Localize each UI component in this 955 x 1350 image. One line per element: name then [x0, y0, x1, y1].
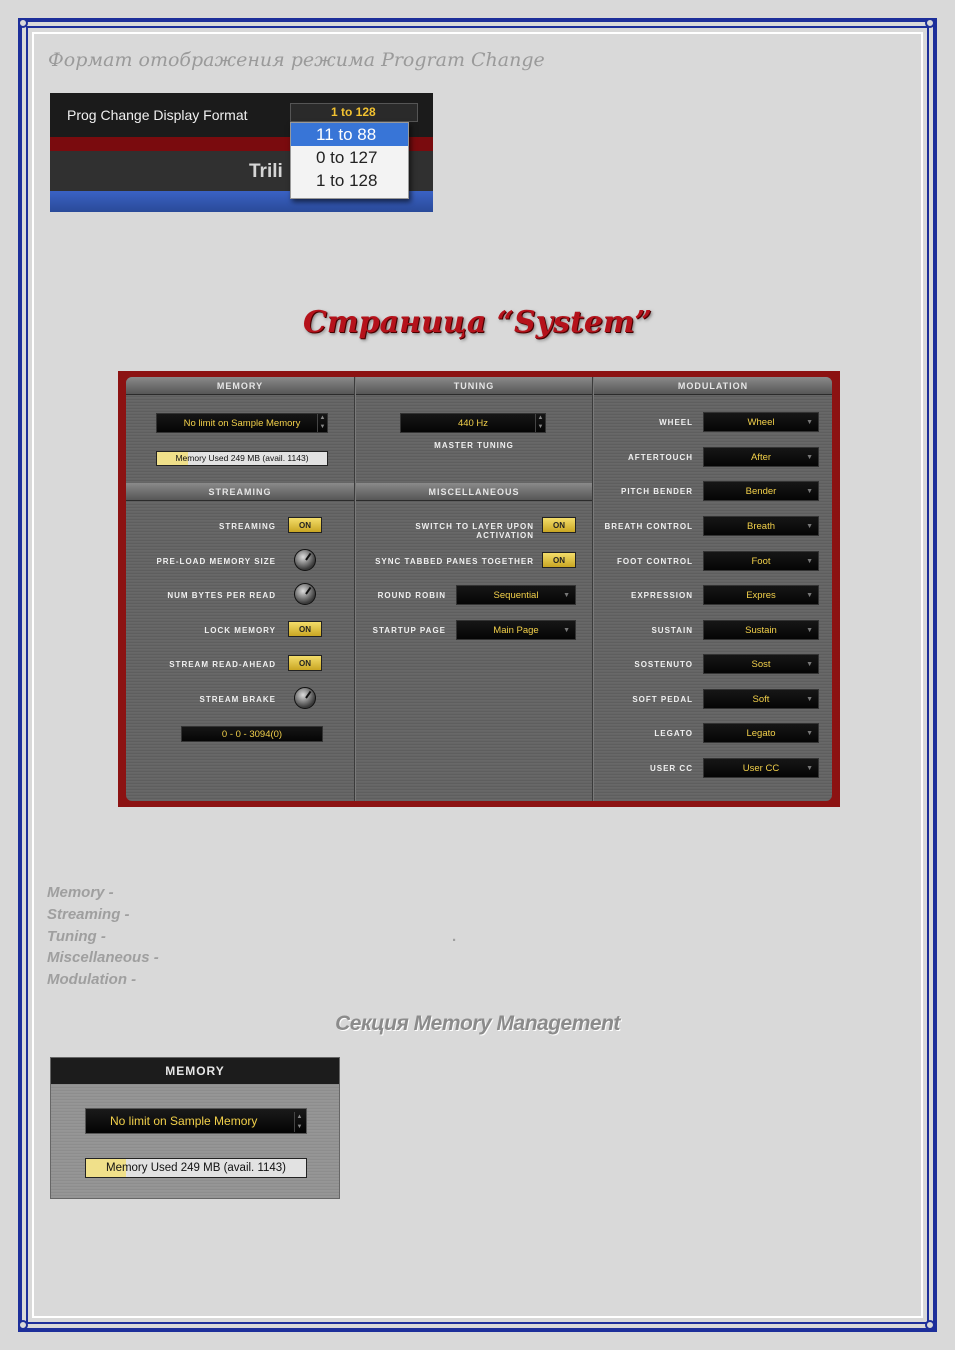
master-tuning-select[interactable] [400, 413, 546, 433]
section-title: Секция Memory Management [335, 1012, 620, 1035]
streaming-toggle[interactable]: ON [288, 517, 322, 533]
lock-label: LOCK MEMORY [204, 626, 276, 635]
mod-label: SOFT PEDAL [632, 695, 693, 704]
mod-value: Breath [747, 521, 775, 532]
sync-panes-label: SYNC TABBED PANES TOGETHER [375, 557, 534, 566]
prog-change-select[interactable] [290, 103, 418, 122]
mod-value: Soft [752, 694, 770, 705]
mod-select[interactable] [703, 447, 819, 467]
brake-label: STREAM BRAKE [199, 695, 276, 704]
legend-misc: Miscellaneous - [47, 949, 159, 966]
preload-knob[interactable] [294, 549, 316, 571]
chevron-down-icon: ▼ [806, 454, 813, 461]
corner-ornament [925, 1320, 935, 1330]
mod-label: AFTERTOUCH [628, 453, 693, 462]
chevron-down-icon: ▼ [806, 730, 813, 737]
mod-label: USER CC [649, 764, 693, 773]
chevron-down-icon: ▼ [563, 592, 570, 599]
chevron-down-icon: ▼ [806, 419, 813, 426]
preload-label: PRE-LOAD MEMORY SIZE [156, 557, 276, 566]
memory-used-text: Memory Used 249 MB (avail. 1143) [175, 453, 309, 463]
chevron-down-icon: ▼ [806, 558, 813, 565]
chevron-down-icon: ▼ [806, 627, 813, 634]
memory-zoom-screenshot [50, 1057, 340, 1199]
memory-zoom-used-text: Memory Used 249 MB (avail. 1143) [105, 1162, 287, 1174]
mod-label: EXPRESSION [630, 591, 693, 600]
prog-change-menu [290, 122, 409, 199]
memory-zoom-used-bar [85, 1158, 307, 1178]
switch-layer-toggle[interactable]: ON [542, 517, 576, 533]
mod-value: Sustain [745, 625, 777, 636]
memory-used-bar [156, 451, 328, 466]
switch-layer-label: SWITCH TO LAYER UPON ACTIVATION [415, 522, 534, 540]
corner-ornament [18, 18, 28, 28]
header-streaming: STREAMING [126, 483, 354, 501]
memory-limit-value: No limit on Sample Memory [183, 418, 301, 429]
lock-toggle[interactable]: ON [288, 621, 322, 637]
mod-label: PITCH BENDER [620, 487, 693, 496]
prog-change-label: Prog Change Display Format [67, 107, 248, 123]
system-panel [118, 371, 840, 807]
bytes-label: NUM BYTES PER READ [167, 591, 276, 600]
header-tuning: TUNING [356, 377, 592, 395]
mod-label: LEGATO [654, 729, 693, 738]
mod-select[interactable] [703, 516, 819, 536]
chevron-down-icon: ▼ [806, 765, 813, 772]
memory-limit-select[interactable] [156, 413, 328, 433]
mod-value: Sost [751, 659, 771, 670]
round-robin-value: Sequential [493, 590, 539, 601]
readahead-toggle[interactable]: ON [288, 655, 322, 671]
mod-value: Foot [751, 556, 771, 567]
menu-option[interactable]: 0 to 127 [316, 148, 378, 167]
corner-ornament [18, 1320, 28, 1330]
mod-select[interactable] [703, 689, 819, 709]
startup-page-select[interactable] [456, 620, 576, 640]
column-divider [592, 377, 594, 801]
streaming-status: 0 - 0 - 3094(0) [181, 726, 323, 742]
chevron-down-icon: ▼ [806, 661, 813, 668]
chevron-down-icon: ▼ [563, 627, 570, 634]
menu-option[interactable]: 11 to 88 [291, 123, 408, 146]
master-tuning-value: 440 Hz [457, 418, 489, 429]
legend-dot: . [452, 928, 457, 945]
round-robin-label: ROUND ROBIN [377, 591, 446, 600]
chevron-down-icon: ▼ [806, 523, 813, 530]
mod-label: BREATH CONTROL [604, 522, 693, 531]
mod-value: After [750, 452, 772, 463]
mod-value: Expres [746, 590, 776, 601]
mod-label: WHEEL [659, 418, 693, 427]
mod-value: Bender [745, 486, 777, 497]
mod-select[interactable] [703, 551, 819, 571]
mod-value: User CC [742, 763, 780, 774]
header-misc: MISCELLANEOUS [356, 483, 592, 501]
mod-select[interactable] [703, 412, 819, 432]
memory-zoom-limit-value: No limit on Sample Memory [110, 1114, 258, 1128]
stepper-icon[interactable]: ▲ ▼ [294, 1112, 304, 1132]
mod-select[interactable] [703, 481, 819, 501]
prog-change-screenshot [50, 93, 433, 212]
brake-knob[interactable] [294, 687, 316, 709]
round-robin-select[interactable] [456, 585, 576, 605]
startup-page-value: Main Page [493, 625, 539, 636]
mod-label: SOSTENUTO [634, 660, 693, 669]
legend-modulation: Modulation - [47, 971, 137, 988]
prog-change-current: 1 to 128 [331, 105, 376, 119]
mod-label: SUSTAIN [651, 626, 693, 635]
mod-select[interactable] [703, 654, 819, 674]
memory-zoom-limit-select[interactable] [85, 1108, 307, 1134]
mod-select[interactable] [703, 723, 819, 743]
mod-select[interactable] [703, 758, 819, 778]
mod-select[interactable] [703, 620, 819, 640]
mod-value: Legato [746, 728, 776, 739]
startup-page-label: STARTUP PAGE [372, 626, 446, 635]
sync-panes-toggle[interactable]: ON [542, 552, 576, 568]
streaming-label: STREAMING [219, 522, 276, 531]
corner-ornament [925, 18, 935, 28]
header-modulation: MODULATION [594, 377, 832, 395]
legend-tuning: Tuning - [47, 928, 106, 945]
stepper-icon[interactable]: ▲ ▼ [317, 414, 327, 432]
chevron-down-icon: ▼ [806, 592, 813, 599]
system-panel-body [126, 377, 832, 801]
background-title: Trili [249, 161, 283, 182]
heading-prog-change: Формат отображения режима Program Change [48, 49, 545, 71]
mod-value: Wheel [747, 417, 775, 428]
page-title: Страница “System” [303, 305, 652, 340]
chevron-down-icon: ▼ [806, 488, 813, 495]
menu-option[interactable]: 1 to 128 [316, 171, 378, 190]
chevron-down-icon: ▼ [806, 696, 813, 703]
bytes-knob[interactable] [294, 583, 316, 605]
mod-label: FOOT CONTROL [617, 557, 693, 566]
header-memory: MEMORY [126, 377, 354, 395]
readahead-label: STREAM READ-AHEAD [169, 660, 276, 669]
legend-streaming: Streaming - [47, 906, 130, 923]
mod-select[interactable] [703, 585, 819, 605]
memory-zoom-header: MEMORY [51, 1058, 339, 1084]
legend-memory: Memory - [47, 884, 114, 901]
master-tuning-label: MASTER TUNING [434, 441, 514, 450]
stepper-icon[interactable]: ▲ ▼ [535, 414, 545, 432]
